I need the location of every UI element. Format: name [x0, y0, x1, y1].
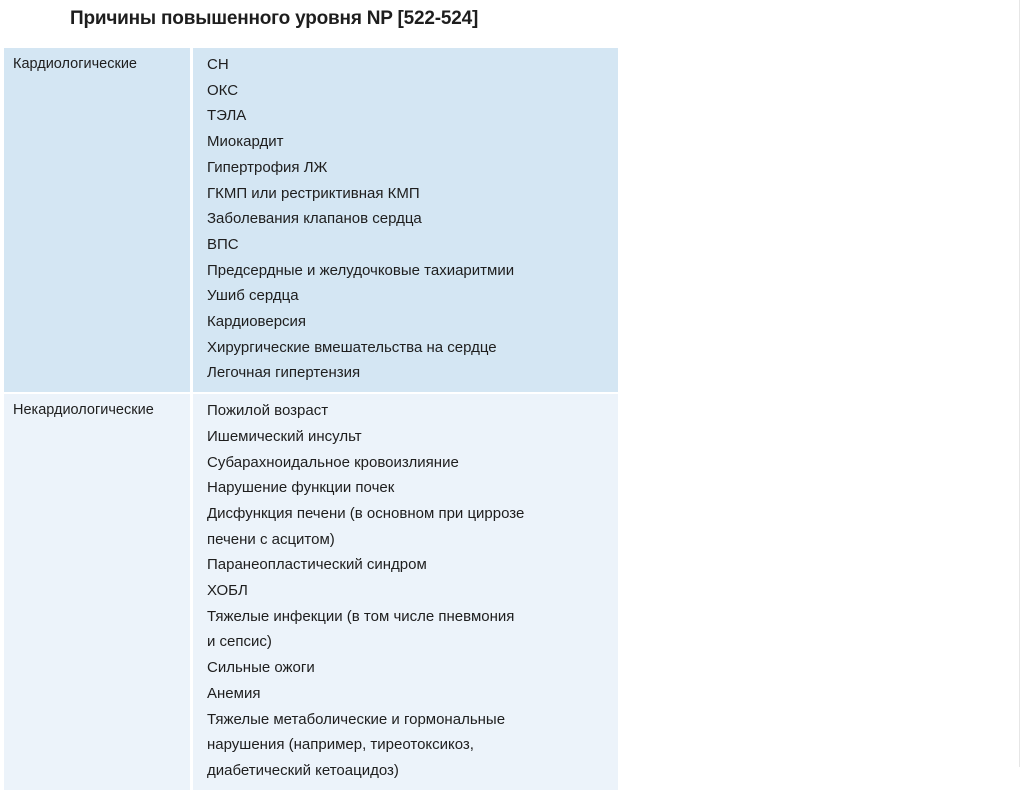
- list-item: Сильные ожоги: [207, 659, 315, 677]
- list-item: Кардиоверсия: [207, 313, 307, 331]
- category-label: Некардиологические: [13, 402, 154, 419]
- table-title: Причины повышенного уровня NP [522-524]: [70, 8, 479, 29]
- causes-table: [4, 48, 618, 790]
- list-item: Дисфункция печени (в основном при циррозе печени с асцитом): [207, 504, 525, 548]
- noncardiological-group: [4, 392, 618, 790]
- list-item: Заболевания клапанов сердца: [207, 210, 422, 228]
- page-edge-divider: [1019, 0, 1020, 767]
- list-item: Тяжелые инфекции (в том числе пневмония и сепсис): [207, 607, 515, 651]
- list-item: Предсердные и желудочковые тахиаритмии: [207, 261, 515, 279]
- list-item: Тяжелые метаболические и гормональные нарушения (например, тиреотоксикоз, диабетический кетоацидоз): [207, 710, 506, 779]
- noncardiological-items: [190, 394, 618, 790]
- list-item: Ушиб сердца: [207, 287, 299, 305]
- list-item: Хирургические вмешательства на сердце: [207, 338, 497, 356]
- cardiological-items: [190, 48, 618, 392]
- list-item: СН: [207, 56, 229, 73]
- list-item: Легочная гипертензия: [207, 364, 361, 382]
- list-item: Паранеопластический синдром: [207, 556, 427, 574]
- list-item: ГКМП или рестриктивная КМП: [207, 184, 420, 202]
- list-item: Пожилой возраст: [207, 402, 329, 420]
- category-label: Кардиологические: [13, 56, 138, 72]
- list-item: Ишемический инсульт: [207, 427, 362, 445]
- list-item: ВПС: [207, 235, 239, 253]
- list-item: ХОБЛ: [207, 582, 248, 600]
- cardiological-group: [4, 48, 618, 392]
- list-item: Миокардит: [207, 133, 284, 151]
- list-item: Анемия: [207, 684, 261, 702]
- list-item: Гипертрофия ЛЖ: [207, 158, 328, 176]
- list-item: Субарахноидальное кровоизлияние: [207, 453, 459, 471]
- list-item: ТЭЛА: [207, 107, 247, 125]
- list-item: Нарушение функции почек: [207, 479, 395, 497]
- list-item: ОКС: [207, 81, 239, 99]
